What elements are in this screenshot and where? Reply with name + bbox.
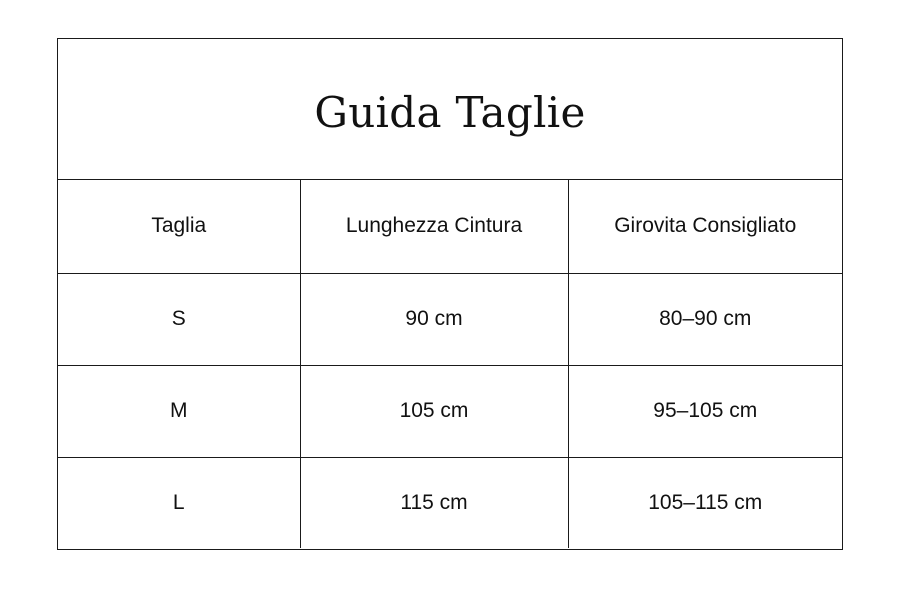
cell-recommended-waist: 80–90 cm	[568, 273, 842, 365]
table-row	[58, 273, 842, 365]
cell-recommended-waist: 105–115 cm	[648, 490, 763, 514]
cell-belt-length: 105 cm	[300, 365, 568, 457]
cell-size: L	[58, 457, 300, 548]
table-row	[58, 365, 842, 457]
header-size: Taglia	[58, 180, 300, 273]
size-guide-table	[57, 38, 843, 550]
table-row	[58, 457, 842, 548]
cell-recommended-waist: 95–105 cm	[568, 365, 842, 457]
page-title: Guida Taglie	[314, 87, 586, 137]
cell-size: S	[58, 273, 300, 365]
size-table	[58, 180, 842, 548]
header-recommended-waist: Girovita Consigliato	[568, 180, 842, 273]
cell-belt-length: 115 cm	[300, 457, 568, 548]
title-row	[58, 39, 842, 180]
header-belt-length: Lunghezza Cintura	[300, 180, 568, 273]
cell-belt-length: 90 cm	[300, 273, 568, 365]
header-row	[58, 180, 842, 273]
cell-size: M	[58, 365, 300, 457]
